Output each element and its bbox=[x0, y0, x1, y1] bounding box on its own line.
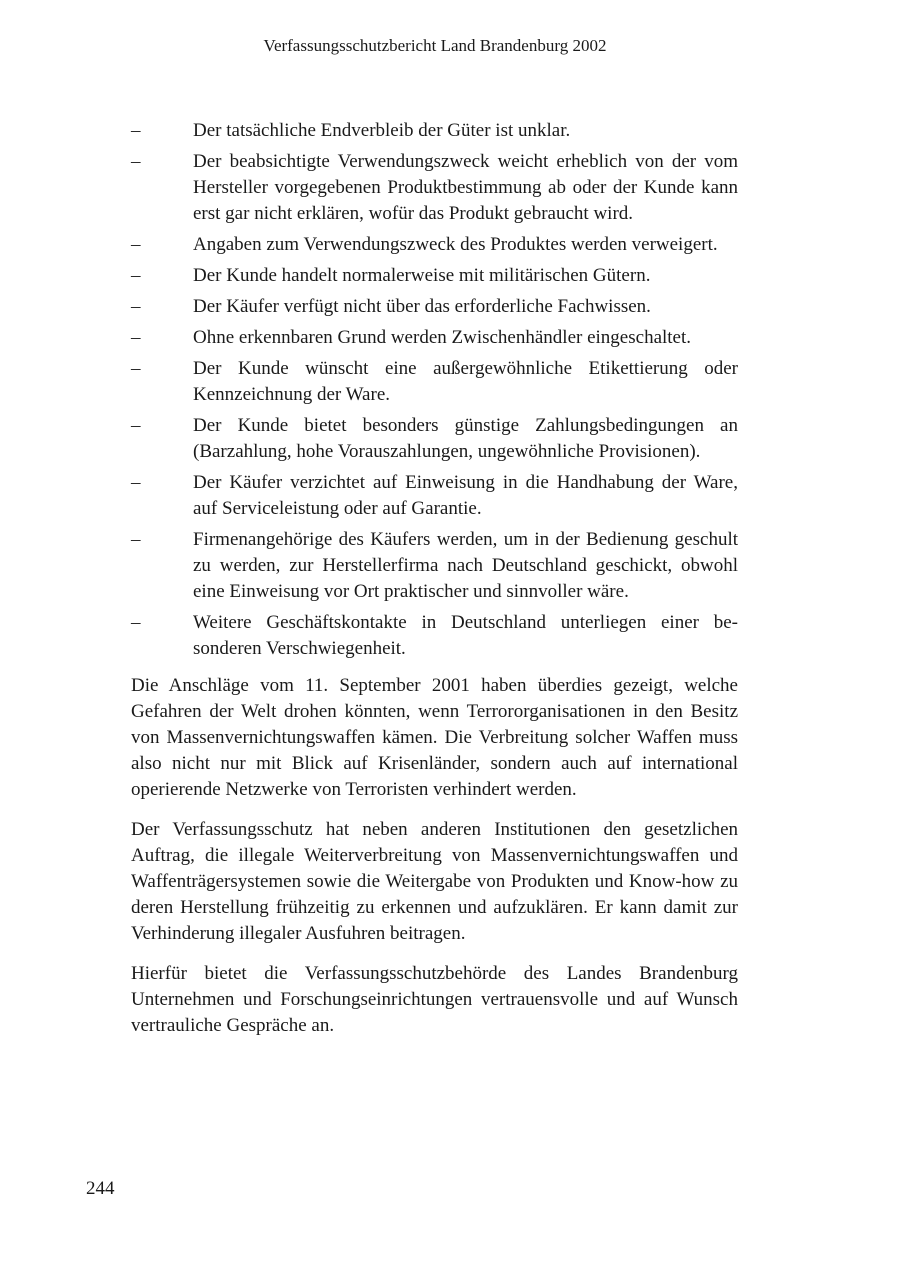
list-item-text: Der Kunde wünscht eine außergewöhnliche Etikettierung oder Kennzeichnung der Ware. bbox=[193, 358, 738, 405]
list-item bbox=[131, 294, 738, 320]
list-item-text: Firmenangehörige des Käufers werden, um in der Bedienung geschult zu werden, zur Herstellerfirma nach Deutschland geschickt, obwohl eine Einweisung vor Ort praktischer und sinnvoller wäre. bbox=[193, 529, 738, 602]
list-dash: – bbox=[131, 234, 141, 255]
list-item bbox=[131, 527, 738, 605]
list-item-text: Der beabsichtigte Verwendungszweck weicht erheblich von der vom Hersteller vorgegebenen Produktbestimmung ab oder der Kunde kann erst gar nicht erklären, wofür das Produkt gebraucht wird. bbox=[193, 151, 738, 224]
list-dash: – bbox=[131, 472, 141, 493]
list-dash: – bbox=[131, 151, 141, 172]
list-dash: – bbox=[131, 612, 141, 633]
list-item-text: Angaben zum Verwendungszweck des Produktes werden verweigert. bbox=[193, 234, 718, 255]
paragraph-offer: Hierfür bietet die Verfassungsschutzbehörde des Landes Brandenburg Unternehmen und Forschungseinrichtungen vertrauensvolle und auf Wunsch vertrauliche Gespräche an. bbox=[131, 963, 738, 1036]
list-dash: – bbox=[131, 120, 141, 141]
list-item bbox=[131, 118, 738, 144]
list-item-text: Ohne erkennbaren Grund werden Zwischenhändler eingeschaltet. bbox=[193, 327, 692, 348]
list-dash: – bbox=[131, 358, 141, 379]
list-dash: – bbox=[131, 265, 141, 286]
running-header: Verfassungsschutzbericht Land Brandenburg 2002 bbox=[263, 36, 607, 55]
page-body bbox=[131, 118, 738, 1039]
list-dash: – bbox=[131, 415, 141, 436]
list-item bbox=[131, 610, 738, 662]
list-dash: – bbox=[131, 529, 141, 550]
list-item-text: Der Kunde bietet besonders günstige Zahlungsbedingungen an (Barzahlung, hohe Vorauszahlungen, ungewöhnliche Provisionen). bbox=[193, 415, 738, 462]
list-item bbox=[131, 470, 738, 522]
list-dash: – bbox=[131, 296, 141, 317]
list-item bbox=[131, 325, 738, 351]
list-item bbox=[131, 356, 738, 408]
paragraph-attacks: Die Anschläge vom 11. September 2001 haben überdies gezeigt, welche Gefahren der Welt drohen könnten, wenn Terrororganisationen in den Besitz von Massenvernichtungswaffen kämen. Die Verbreitung solcher Waffen muss also nicht nur mit Blick auf Krisenländer, sondern auch auf international operierende Netzwerke von Terroristen verhindert werden. bbox=[131, 675, 738, 800]
list-item-text: Der Kunde handelt normalerweise mit militärischen Gütern. bbox=[193, 265, 651, 286]
paragraph-mandate: Der Verfassungsschutz hat neben anderen Institutionen den gesetzlichen Auftrag, die illegale Weiterverbreitung von Massenvernichtungswaffen und Waffenträgersystemen sowie die Weitergabe von Produkten und Know-how zu deren Herstellung frühzeitig zu erkennen und aufzuklären. Er kann damit zur Verhinderung illegaler Ausfuhren beitragen. bbox=[131, 819, 738, 944]
list-item bbox=[131, 263, 738, 289]
list-item-text: Der Käufer verfügt nicht über das erforderliche Fachwissen. bbox=[193, 296, 651, 317]
list-item-text: Weitere Geschäftskontakte in Deutschland unterliegen einer besonderen Verschwiegenheit. bbox=[193, 612, 738, 659]
list-item-text: Der Käufer verzichtet auf Einweisung in die Handhabung der Ware, auf Serviceleistung oder auf Garantie. bbox=[193, 472, 738, 519]
list-item-text: Der tatsächliche Endverbleib der Güter ist unklar. bbox=[193, 120, 571, 141]
list-item bbox=[131, 149, 738, 227]
list-item bbox=[131, 413, 738, 465]
page-number: 244 bbox=[86, 1178, 115, 1199]
list-item bbox=[131, 232, 738, 258]
warning-signs-list bbox=[131, 118, 738, 662]
list-dash: – bbox=[131, 327, 141, 348]
